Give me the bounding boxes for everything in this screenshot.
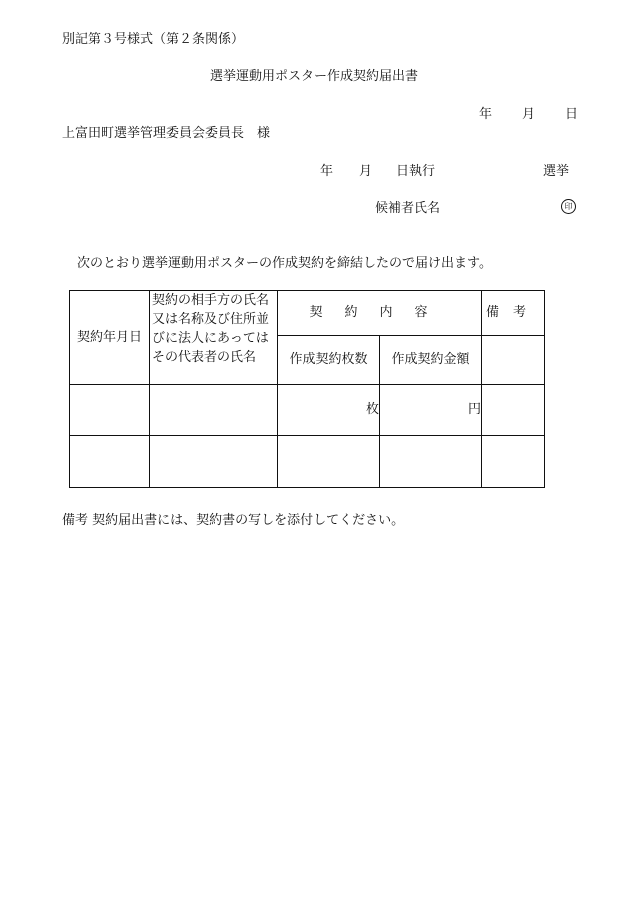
header-counterparty-line: 契約の相手方の氏名 <box>152 293 270 308</box>
header-amount: 作成契約金額 <box>380 336 482 385</box>
header-counterparty-line: 又は名称及び住所並 <box>152 312 270 327</box>
election-label: 選挙 <box>543 164 570 179</box>
note-cell[interactable] <box>482 436 545 488</box>
header-counterparty-line: その代表者の氏名 <box>152 350 257 365</box>
remark-text: 備考 契約届出書には、契約書の写しを添付してください。 <box>62 513 405 528</box>
year-label: 年 <box>479 107 493 122</box>
seal-mark: 印 <box>561 199 576 214</box>
day-label: 日 <box>565 107 579 122</box>
date-cell[interactable] <box>70 385 150 436</box>
amount-cell[interactable] <box>380 385 482 436</box>
header-note: 備考 <box>482 291 545 336</box>
counterparty-cell[interactable] <box>150 436 278 488</box>
header-contract-date: 契約年月日 <box>70 291 150 385</box>
amount-cell[interactable] <box>380 436 482 488</box>
election-line <box>320 164 569 180</box>
election-day-exec-label: 日執行 <box>396 164 436 179</box>
submission-date <box>479 107 578 123</box>
note-cell[interactable] <box>482 385 545 436</box>
document-title: 選挙運動用ポスター作成契約届出書 <box>210 69 419 84</box>
note-cell <box>482 336 545 385</box>
quantity-cell[interactable] <box>278 436 380 488</box>
form-number: 別記第３号様式（第２条関係） <box>62 32 245 47</box>
election-year-label: 年 <box>320 164 334 179</box>
candidate-name-label: 候補者氏名 <box>375 201 441 216</box>
month-label: 月 <box>522 107 536 122</box>
addressee: 上富田町選挙管理委員会委員長 様 <box>62 126 271 141</box>
statement-text: 次のとおり選挙運動用ポスターの作成契約を締結したので届け出ます。 <box>77 256 492 271</box>
header-counterparty <box>150 291 278 385</box>
unit-yen: 円 <box>467 402 481 417</box>
counterparty-cell[interactable] <box>150 385 278 436</box>
header-quantity: 作成契約枚数 <box>278 336 380 385</box>
quantity-cell[interactable] <box>278 385 380 436</box>
header-counterparty-line: びに法人にあっては <box>152 331 269 346</box>
election-month-label: 月 <box>359 164 373 179</box>
contract-table <box>69 290 545 488</box>
unit-sheets: 枚 <box>365 402 379 417</box>
date-cell[interactable] <box>70 436 150 488</box>
header-contract-contents: 契約内容 <box>278 291 482 336</box>
